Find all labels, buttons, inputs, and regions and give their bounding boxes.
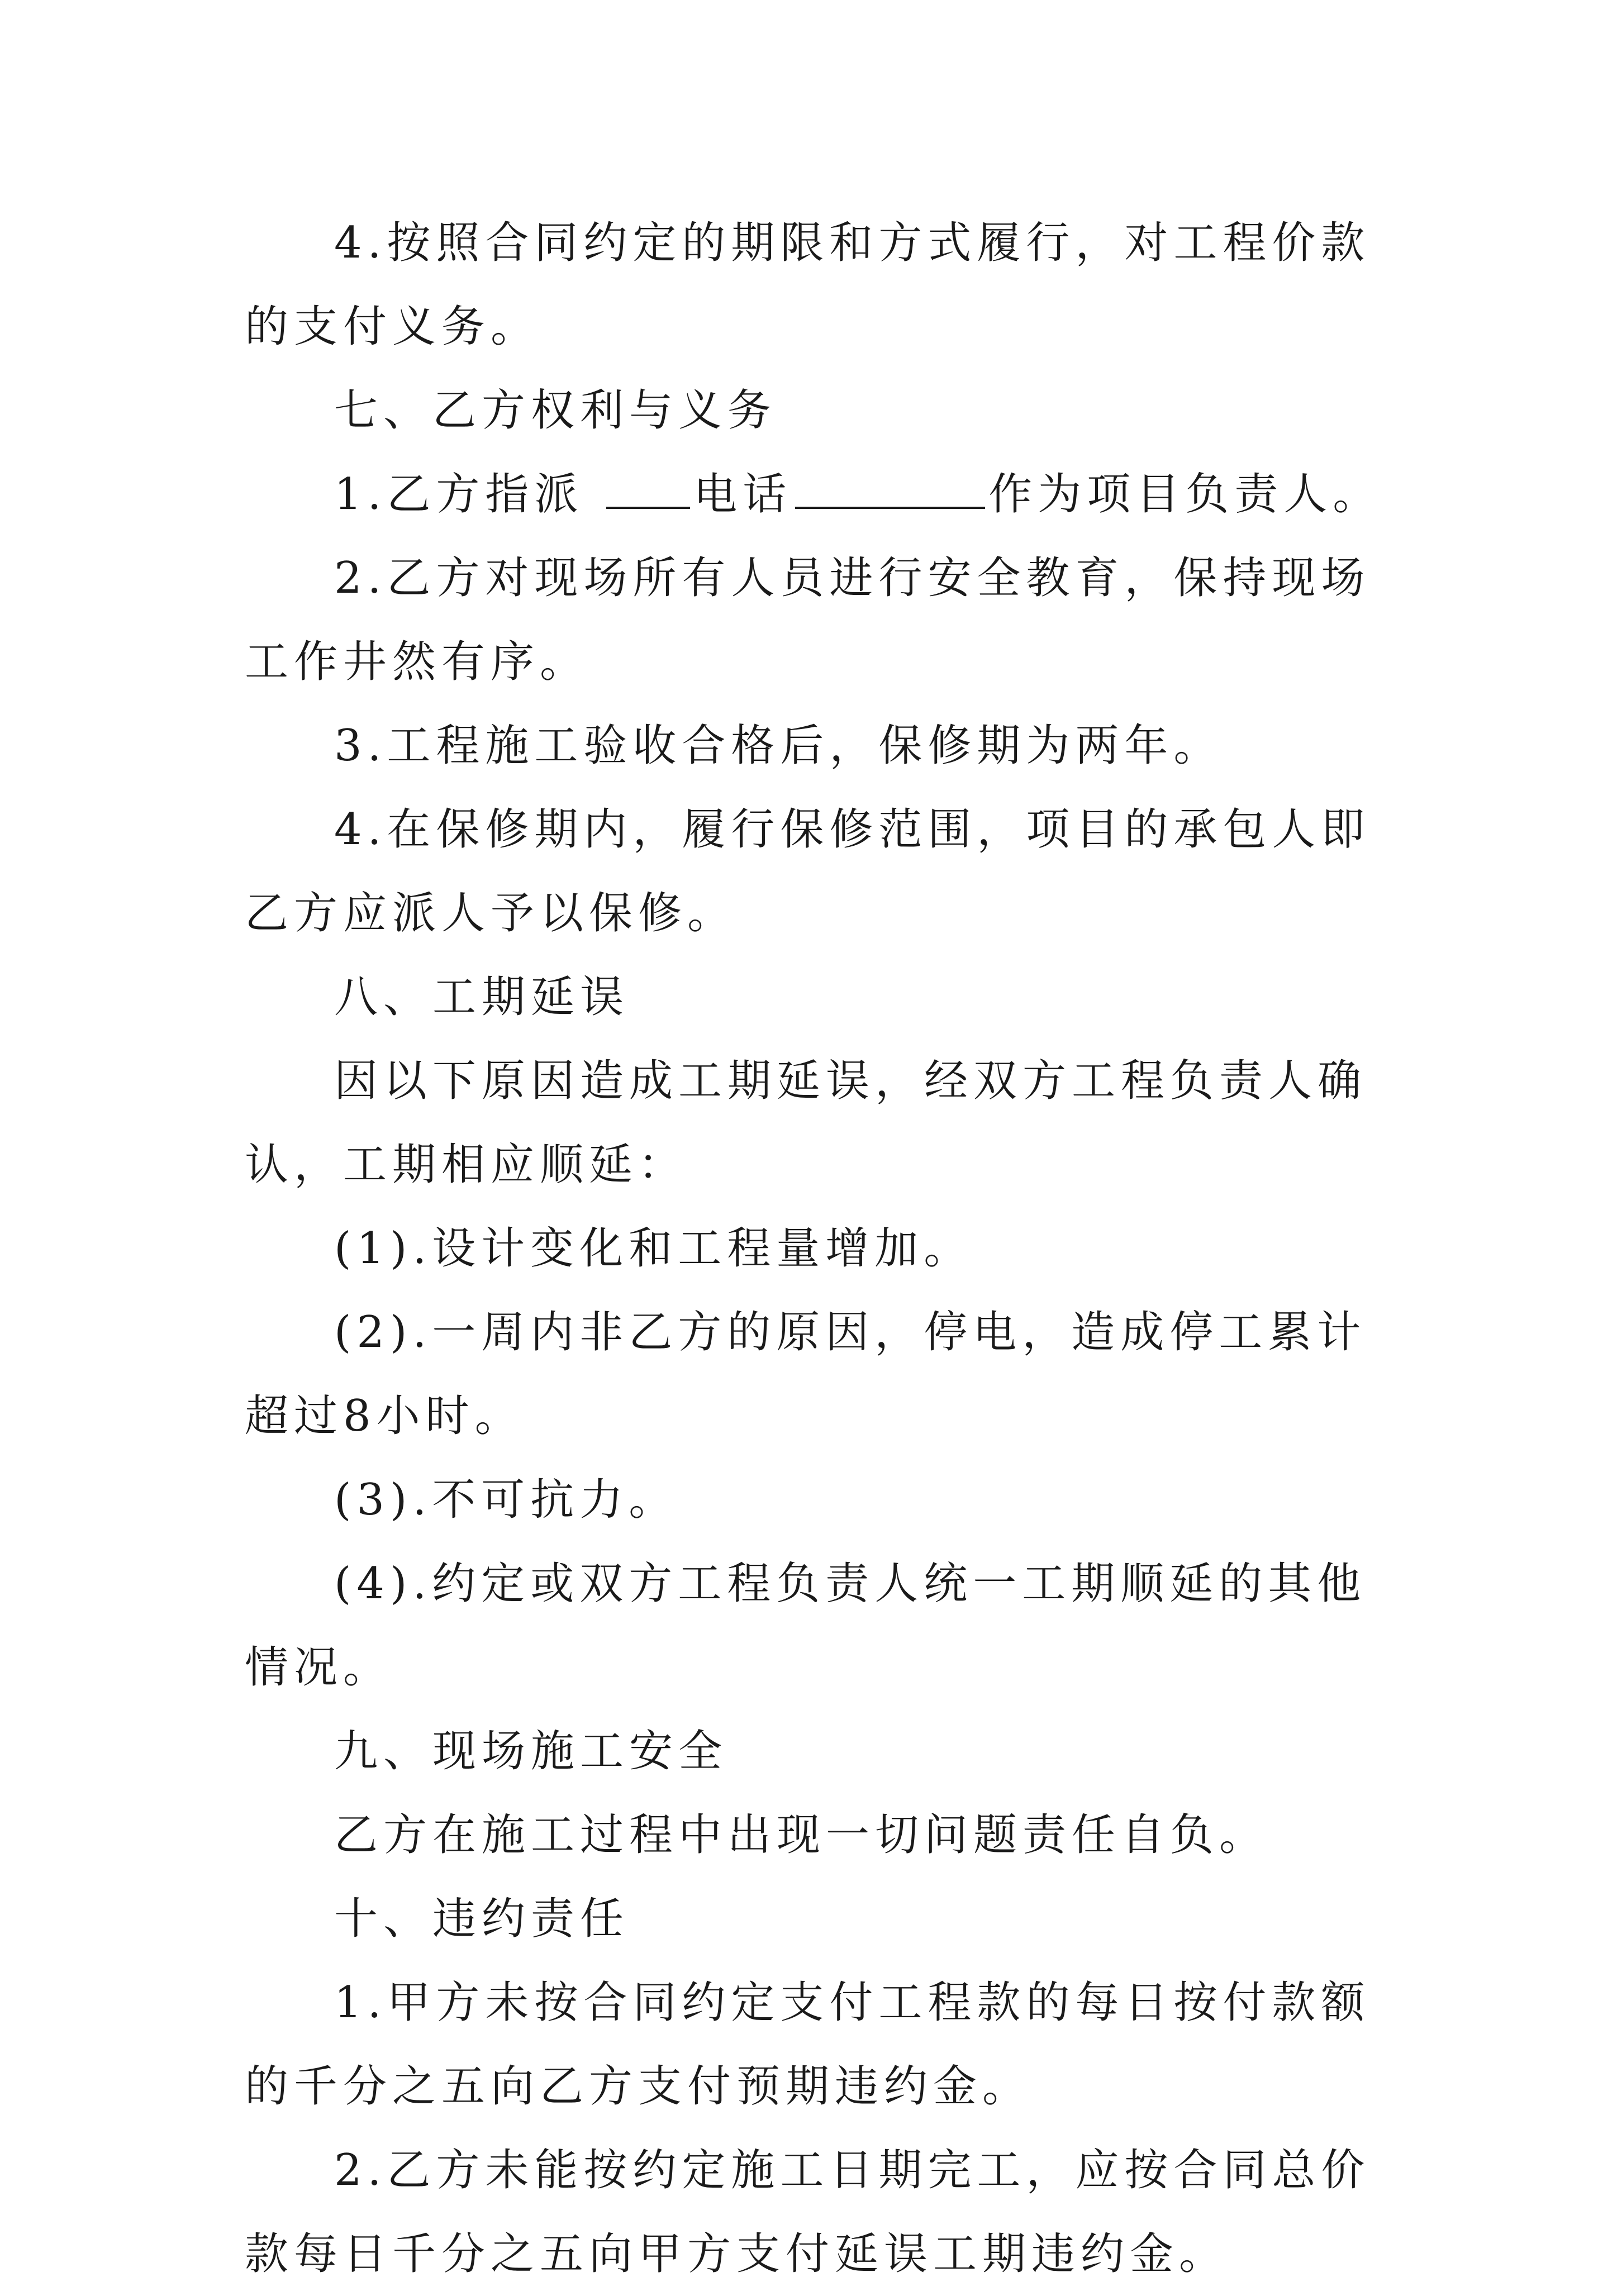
- paragraph-breach-party-a: 1.甲方未按合同约定支付工程款的每日按付款额的千分之五向乙方支付预期违约金。: [245, 1978, 1371, 2112]
- paragraph-site-safety: 乙方在施工过程中出现一切问题责任自负。: [334, 1810, 1269, 1860]
- paragraph-delay-item-2: (2).一周内非乙方的原因，停电，造成停工累计超过8小时。: [245, 1307, 1367, 1441]
- phone-blank-line: [795, 468, 985, 509]
- paragraph-breach-party-b: 2.乙方未能按约定施工日期完工，应按合同总价款每日千分之五向甲方支付延误工期违约金。: [245, 2145, 1371, 2279]
- heading-section-10: 十、违约责任: [334, 1894, 630, 1944]
- heading-section-7: 七、乙方权利与义务: [334, 385, 777, 436]
- paragraph-warranty-duty: 4.在保修期内，履行保修范围，项目的承包人即乙方应派人予以保修。: [245, 804, 1371, 939]
- paragraph-warranty-period: 3.工程施工验收合格后，保修期为两年。: [334, 721, 1223, 771]
- phone-label: 电话: [693, 469, 792, 520]
- document-body: [245, 201, 1390, 2296]
- heading-section-9: 九、现场施工安全: [334, 1726, 728, 1776]
- project-manager-suffix: 作为项目负责人。: [988, 469, 1382, 520]
- paragraph-delay-item-3: (3).不可抗力。: [334, 1475, 678, 1525]
- heading-section-8: 八、工期延误: [334, 972, 630, 1022]
- name-blank-line: [606, 468, 690, 509]
- project-manager-prefix: 1.乙方指派: [334, 469, 603, 520]
- paragraph-payment-obligation: 4.按照合同约定的期限和方式履行，对工程价款的支付义务。: [245, 218, 1371, 352]
- paragraph-delay-item-1: (1).设计变化和工程量增加。: [334, 1223, 973, 1274]
- paragraph-delay-item-4: (4).约定或双方工程负责人统一工期顺延的其他情况。: [245, 1559, 1367, 1693]
- paragraph-delay-intro: 因以下原因造成工期延误，经双方工程负责人确认，工期相应顺延：: [245, 1056, 1367, 1190]
- paragraph-safety-education: 2.乙方对现场所有人员进行安全教育，保持现场工作井然有序。: [245, 553, 1371, 687]
- paragraph-project-manager: [245, 452, 1390, 536]
